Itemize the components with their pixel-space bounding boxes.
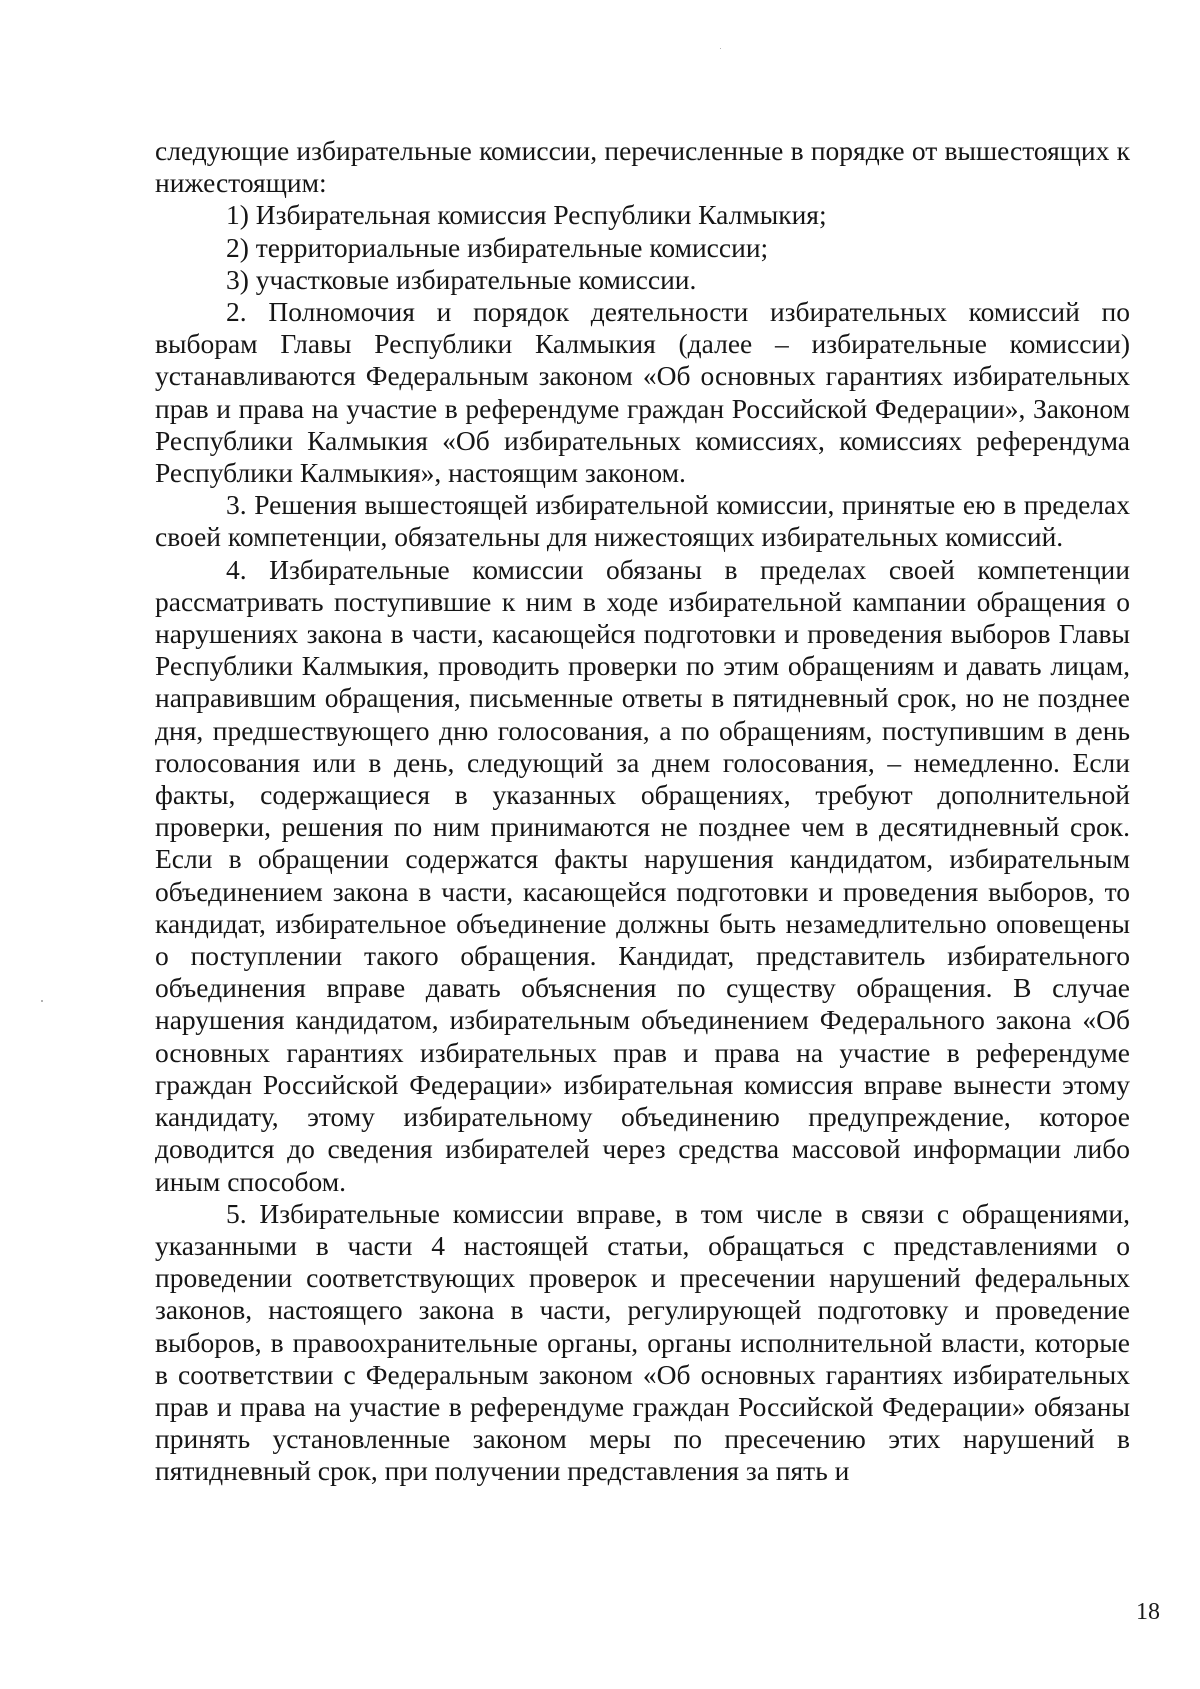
scan-speck xyxy=(720,48,721,49)
page-number: 18 xyxy=(1136,1599,1160,1625)
intro-paragraph: следующие избирательные комиссии, перечисленные в порядке от вышестоящих к нижестоящим: xyxy=(155,135,1130,199)
list-item: 3) участковые избирательные комиссии. xyxy=(226,263,697,295)
document-body xyxy=(155,135,1130,1488)
paragraph-3: 3. Решения вышестоящей избирательной комиссии, принятые ею в пределах своей компетенции, обязательны для нижестоящих избирательных комиссий. xyxy=(155,489,1130,553)
paragraph-4: 4. Избирательные комиссии обязаны в пределах своей компетенции рассматривать поступившие к ним в ходе избирательной кампании обращения о нарушениях закона в части, касающейся подготовки и проведения выборов Главы Республики Калмыкия, проводить проверки по этим обращениям и давать лицам, направившим обращения, письменные ответы в пятидневный срок, но не позднее дня, предшествующего дню голосования, а по обращениям, поступившим в день голосования или в день, следующий за днем голосования, – немедленно. Если факты, содержащиеся в указанных обращениях, требуют дополнительной проверки, решения по ним принимаются не позднее чем в десятидневный срок. Если в обращении содержатся факты нарушения кандидатом, избирательным объединением закона в части, касающейся подготовки и проведения выборов, то кандидат, избирательное объединение должны быть незамедлительно оповещены о поступлении такого обращения. Кандидат, представитель избирательного объединения вправе давать объяснения по существу обращения. В случае нарушения кандидатом, избирательным объединением Федерального закона «Об основных гарантиях избирательных прав и права на участие в референдуме граждан Российской Федерации» избирательная комиссия вправе вынести этому кандидату, этому избирательному объединению предупреждение, которое доводится до сведения избирателей через средства массовой информации либо иным способом. xyxy=(155,553,1130,1197)
paragraph-2: 2. Полномочия и порядок деятельности избирательных комиссий по выборам Главы Республики Калмыкия (далее – избирательные комиссии) устанавливаются Федеральным законом «Об основных гарантиях избирательных прав и права на участие в референдуме граждан Российской Федерации», Законом Республики Калмыкия «Об избирательных комиссиях, комиссиях референдума Республики Калмыкия», настоящим законом. xyxy=(155,296,1130,489)
list-item: 2) территориальные избирательные комиссии; xyxy=(226,231,769,263)
scan-speck xyxy=(41,1000,43,1002)
paragraph-5: 5. Избирательные комиссии вправе, в том числе в связи с обращениями, указанными в части 4 настоящей статьи, обращаться с представлениями о проведении соответствующих проверок и пресечении нарушений федеральных законов, настоящего закона в части, регулирующей подготовку и проведение выборов, в правоохранительные органы, органы исполнительной власти, которые в соответствии с Федеральным законом «Об основных гарантиях избирательных прав и права на участие в референдуме граждан Российской Федерации» обязаны принять установленные законом меры по пресечению этих нарушений в пятидневный срок, при получении представления за пять и xyxy=(155,1197,1130,1487)
list-item: 1) Избирательная комиссия Республики Калмыкия; xyxy=(226,199,827,231)
